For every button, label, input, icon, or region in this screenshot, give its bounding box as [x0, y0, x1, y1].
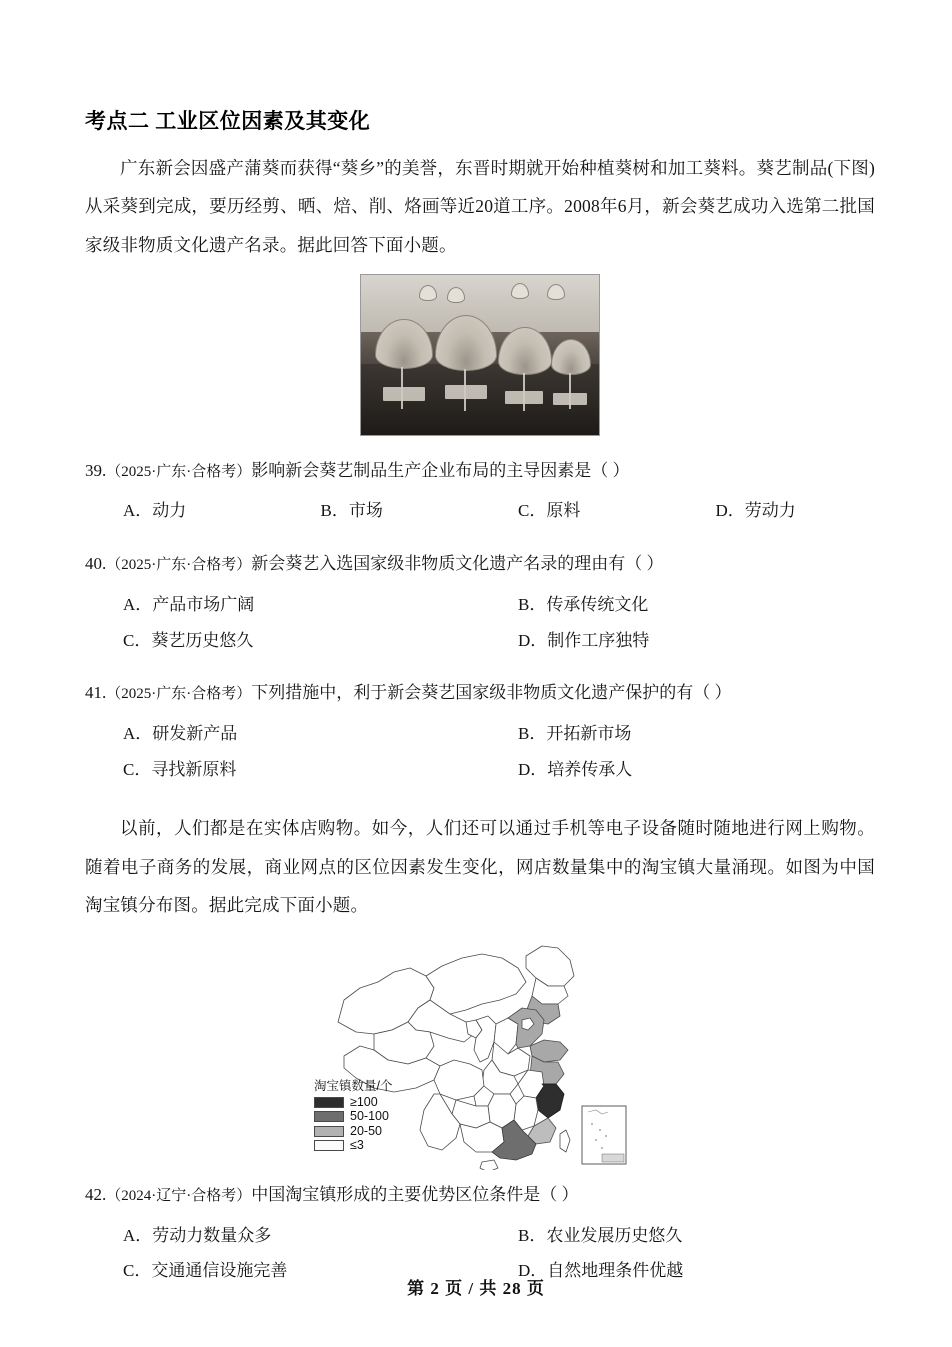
question-40-number: 40. — [85, 554, 107, 574]
legend-label-50-100: 50-100 — [350, 1109, 389, 1124]
option-row — [85, 587, 875, 623]
south-china-sea-inset — [582, 1106, 626, 1164]
option-39-c[interactable]: C．原料 — [518, 501, 581, 521]
legend-item-20-50 — [314, 1125, 392, 1138]
legend-label-100plus: ≥100 — [350, 1094, 378, 1109]
question-41-stem — [85, 678, 875, 708]
option-42-a[interactable]: A．劳动力数量众多 — [123, 1225, 272, 1245]
fan-base — [553, 393, 587, 405]
option-row — [85, 716, 875, 752]
passage-kuiyi: 广东新会因盛产蒲葵而获得“葵乡”的美誉，东晋时期就开始种植葵树和加工葵料。葵艺制品(下图)从采葵到完成，要历经剪、晒、焙、削、烙画等近20道工序。2008年6月，新会葵艺成功入选第二批国家级非物质文化遗产名录。据此回答下面小题。 — [85, 158, 875, 255]
question-39-number: 39. — [85, 460, 107, 480]
option-row — [85, 1218, 875, 1254]
question-39-options — [85, 493, 875, 529]
page-content — [85, 108, 875, 1289]
option-41-c[interactable]: C．寻找新原料 — [123, 759, 237, 779]
question-39-text: 影响新会葵艺制品生产企业布局的主导因素是（ ） — [251, 460, 630, 480]
fan-base — [505, 391, 543, 404]
option-41-d[interactable]: D．培养传承人 — [518, 759, 633, 779]
question-41-number: 41. — [85, 683, 107, 703]
option-40-b[interactable]: B．传承传统文化 — [518, 594, 649, 614]
question-40-text: 新会葵艺入选国家级非物质文化遗产名录的理由有（ ） — [251, 554, 664, 574]
page-footer: 第 2 页 / 共 28 页 — [407, 1279, 545, 1298]
legend-label-3orless: ≤3 — [350, 1138, 364, 1153]
china-taobao-map — [314, 938, 630, 1170]
option-42-d[interactable]: D．自然地理条件优越 — [518, 1261, 684, 1281]
legend-item-100plus — [314, 1096, 392, 1109]
question-41 — [85, 678, 875, 787]
question-40-options — [85, 587, 875, 658]
option-39-a[interactable]: A．动力 — [123, 501, 187, 521]
legend-title: 淘宝镇数量/个 — [314, 1078, 393, 1093]
fan-base — [445, 385, 487, 399]
option-41-b[interactable]: B．开拓新市场 — [518, 724, 632, 744]
option-41-a[interactable]: A．研发新产品 — [123, 724, 238, 744]
option-40-a[interactable]: A．产品市场广阔 — [123, 594, 255, 614]
question-41-text: 下列措施中，利于新会葵艺国家级非物质文化遗产保护的有（ ） — [251, 683, 732, 703]
question-40-stem — [85, 549, 875, 579]
figure-fan-photo — [85, 274, 875, 436]
page-title: 考点二 工业区位因素及其变化 — [85, 109, 371, 133]
option-42-c[interactable]: C．交通通信设施完善 — [123, 1261, 288, 1281]
legend-swatch-icon — [314, 1111, 344, 1122]
question-39-stem — [85, 456, 875, 486]
question-41-options — [85, 716, 875, 787]
question-41-source: （2025·广东·合格考） — [106, 686, 252, 703]
fan-base — [383, 387, 425, 401]
option-42-b[interactable]: B．农业发展历史悠久 — [518, 1225, 683, 1245]
legend-item-3orless — [314, 1139, 392, 1152]
question-42-number: 42. — [85, 1184, 107, 1204]
figure-taobao-map — [85, 938, 875, 1170]
question-42-text: 中国淘宝镇形成的主要优势区位条件是（ ） — [251, 1184, 579, 1204]
option-row — [85, 752, 875, 788]
legend-swatch-icon — [314, 1097, 344, 1108]
option-40-c[interactable]: C．葵艺历史悠久 — [123, 630, 254, 650]
option-39-b[interactable]: B．市场 — [320, 501, 383, 521]
option-40-d[interactable]: D．制作工序独特 — [518, 630, 650, 650]
passage-taobao: 以前，人们都是在实体店购物。如今，人们还可以通过手机等电子设备随时随地进行网上购物。随着电子商务的发展，商业网点的区位因素发生变化，网店数量集中的淘宝镇大量涌现。如图为中国淘宝镇分布图。据此完成下面小题。 — [85, 818, 875, 915]
question-42-stem — [85, 1180, 875, 1210]
map-legend — [314, 1076, 392, 1152]
legend-item-50-100 — [314, 1110, 392, 1123]
legend-swatch-icon — [314, 1140, 344, 1151]
legend-swatch-icon — [314, 1126, 344, 1137]
option-row — [85, 623, 875, 659]
question-40 — [85, 549, 875, 658]
fan-photo-image — [360, 274, 600, 436]
question-42 — [85, 1180, 875, 1289]
option-39-d[interactable]: D．劳动力 — [715, 501, 796, 521]
question-42-source: （2024·辽宁·合格考） — [106, 1187, 252, 1204]
question-39 — [85, 456, 875, 529]
question-39-source: （2025·广东·合格考） — [106, 463, 252, 480]
question-40-source: （2025·广东·合格考） — [106, 557, 252, 574]
legend-label-20-50: 20-50 — [350, 1123, 382, 1138]
option-row — [85, 493, 875, 529]
